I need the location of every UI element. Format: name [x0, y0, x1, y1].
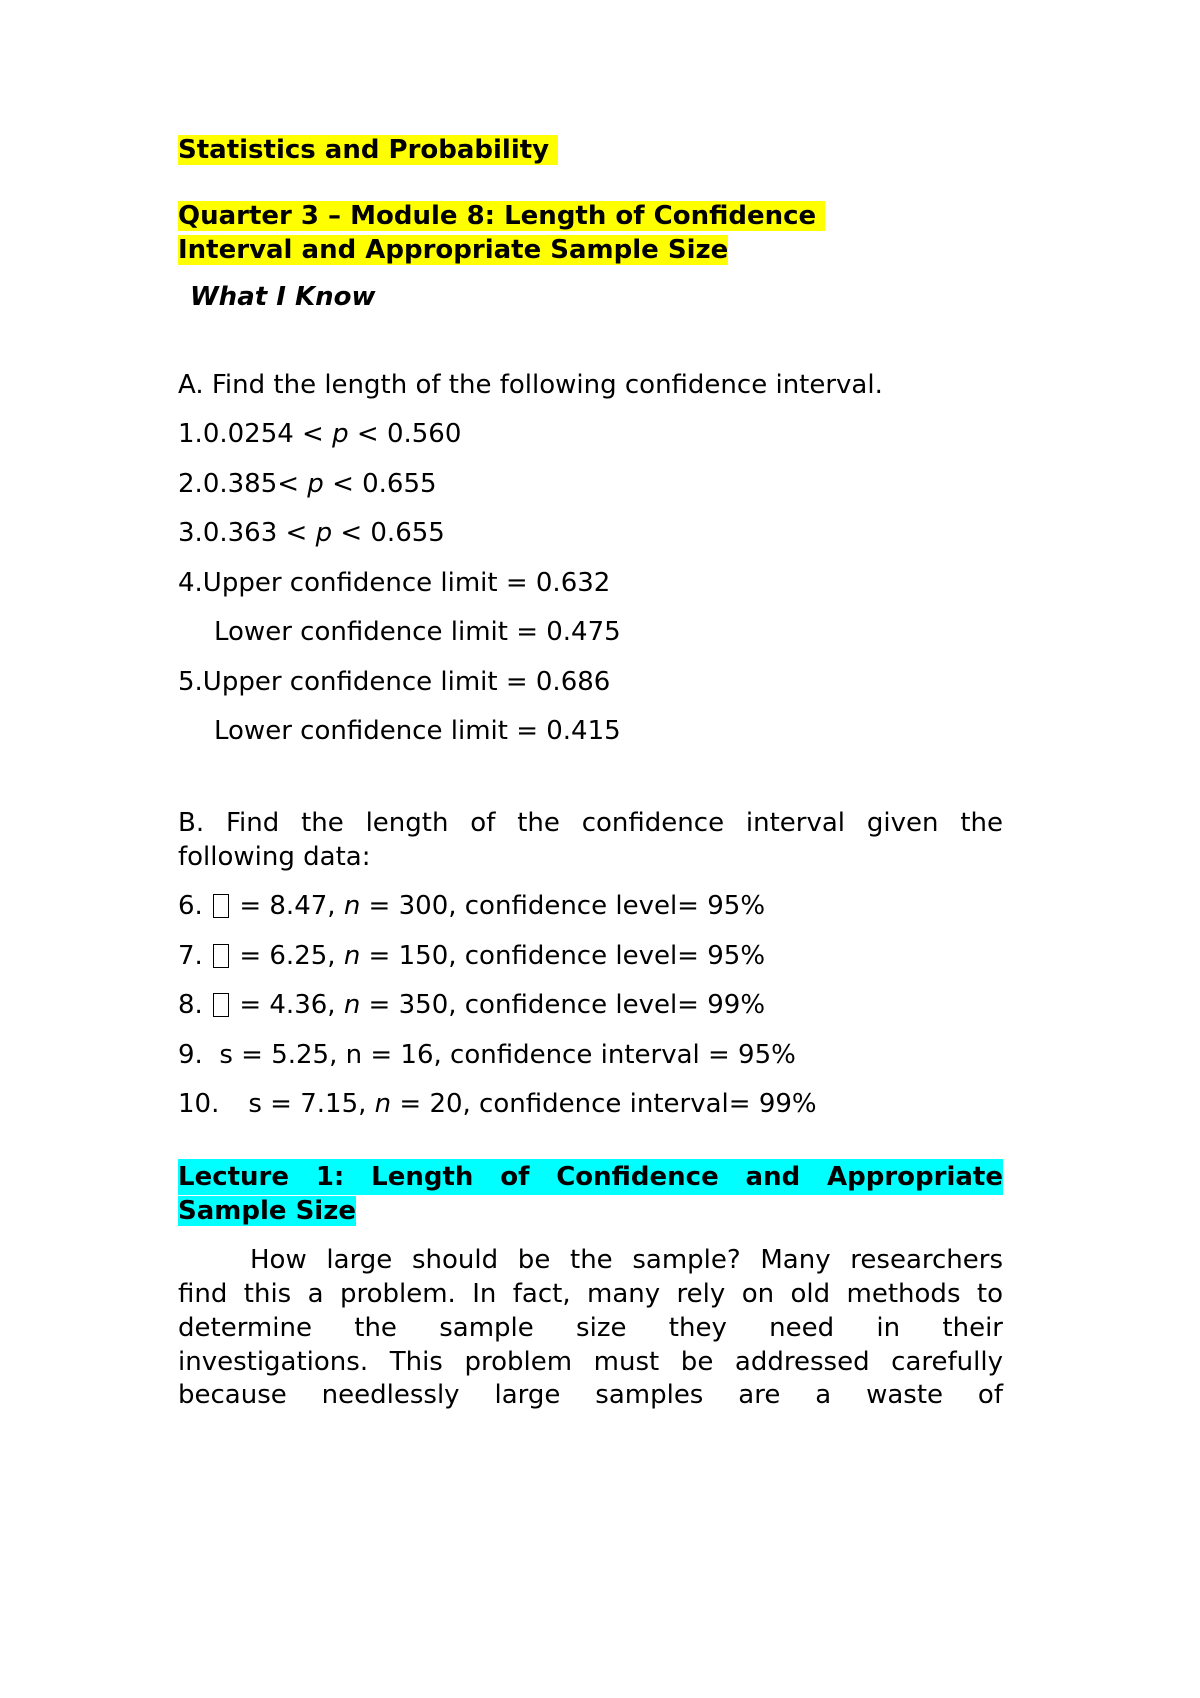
part-b-item-8: 8. = 4.36, n = 350, confidence level= 99%: [178, 990, 766, 1020]
lecture-paragraph-line-3: determine the sample size they need in their: [178, 1313, 1003, 1343]
lecture-paragraph-line-4: investigations. This problem must be addressed carefully: [178, 1347, 1003, 1377]
part-a-item-4-lower: Lower confidence limit = 0.475: [214, 617, 621, 647]
part-a-instruction: A. Find the length of the following confidence interval.: [178, 370, 883, 400]
part-a-item-4-upper: 4.Upper confidence limit = 0.632: [178, 568, 611, 598]
missing-glyph-icon: [213, 944, 229, 968]
section-label-what-i-know: What I Know: [190, 282, 376, 312]
part-a-item-2: 2.0.385< p < 0.655: [178, 469, 437, 499]
part-b-item-9: 9. s = 5.25, n = 16, confidence interval = 95%: [178, 1040, 796, 1070]
missing-glyph-icon: [213, 894, 229, 918]
lecture-paragraph-line-5: because needlessly large samples are a waste of: [178, 1380, 1003, 1410]
lecture-paragraph-line-1: How large should be the sample? Many researchers: [250, 1245, 1003, 1275]
module-title-line-2: Interval and Appropriate Sample Size: [178, 235, 729, 265]
part-b-instruction-line-1: B. Find the length of the confidence interval given the: [178, 808, 1003, 838]
part-b-instruction-line-2: following data:: [178, 842, 371, 872]
part-a-item-1: 1.0.0254 < p < 0.560: [178, 419, 462, 449]
missing-glyph-icon: [213, 993, 229, 1017]
lecture-heading-line-1: Lecture 1: Length of Confidence and Appropriate: [178, 1159, 1003, 1195]
lecture-heading-line-2: Sample Size: [178, 1196, 356, 1226]
part-a-item-5-lower: Lower confidence limit = 0.415: [214, 716, 621, 746]
part-a-item-5-upper: 5.Upper confidence limit = 0.686: [178, 667, 611, 697]
part-b-item-10: 10. s = 7.15, n = 20, confidence interval= 99%: [178, 1089, 817, 1119]
document-title: Statistics and Probability: [178, 132, 558, 168]
module-title-line-1: Quarter 3 – Module 8: Length of Confidence: [178, 198, 825, 234]
part-a-item-3: 3.0.363 < p < 0.655: [178, 518, 445, 548]
lecture-paragraph-line-2: find this a problem. In fact, many rely on old methods to: [178, 1279, 1003, 1309]
part-b-item-7: 7. = 6.25, n = 150, confidence level= 95%: [178, 941, 766, 971]
part-b-item-6: 6. = 8.47, n = 300, confidence level= 95%: [178, 891, 766, 921]
